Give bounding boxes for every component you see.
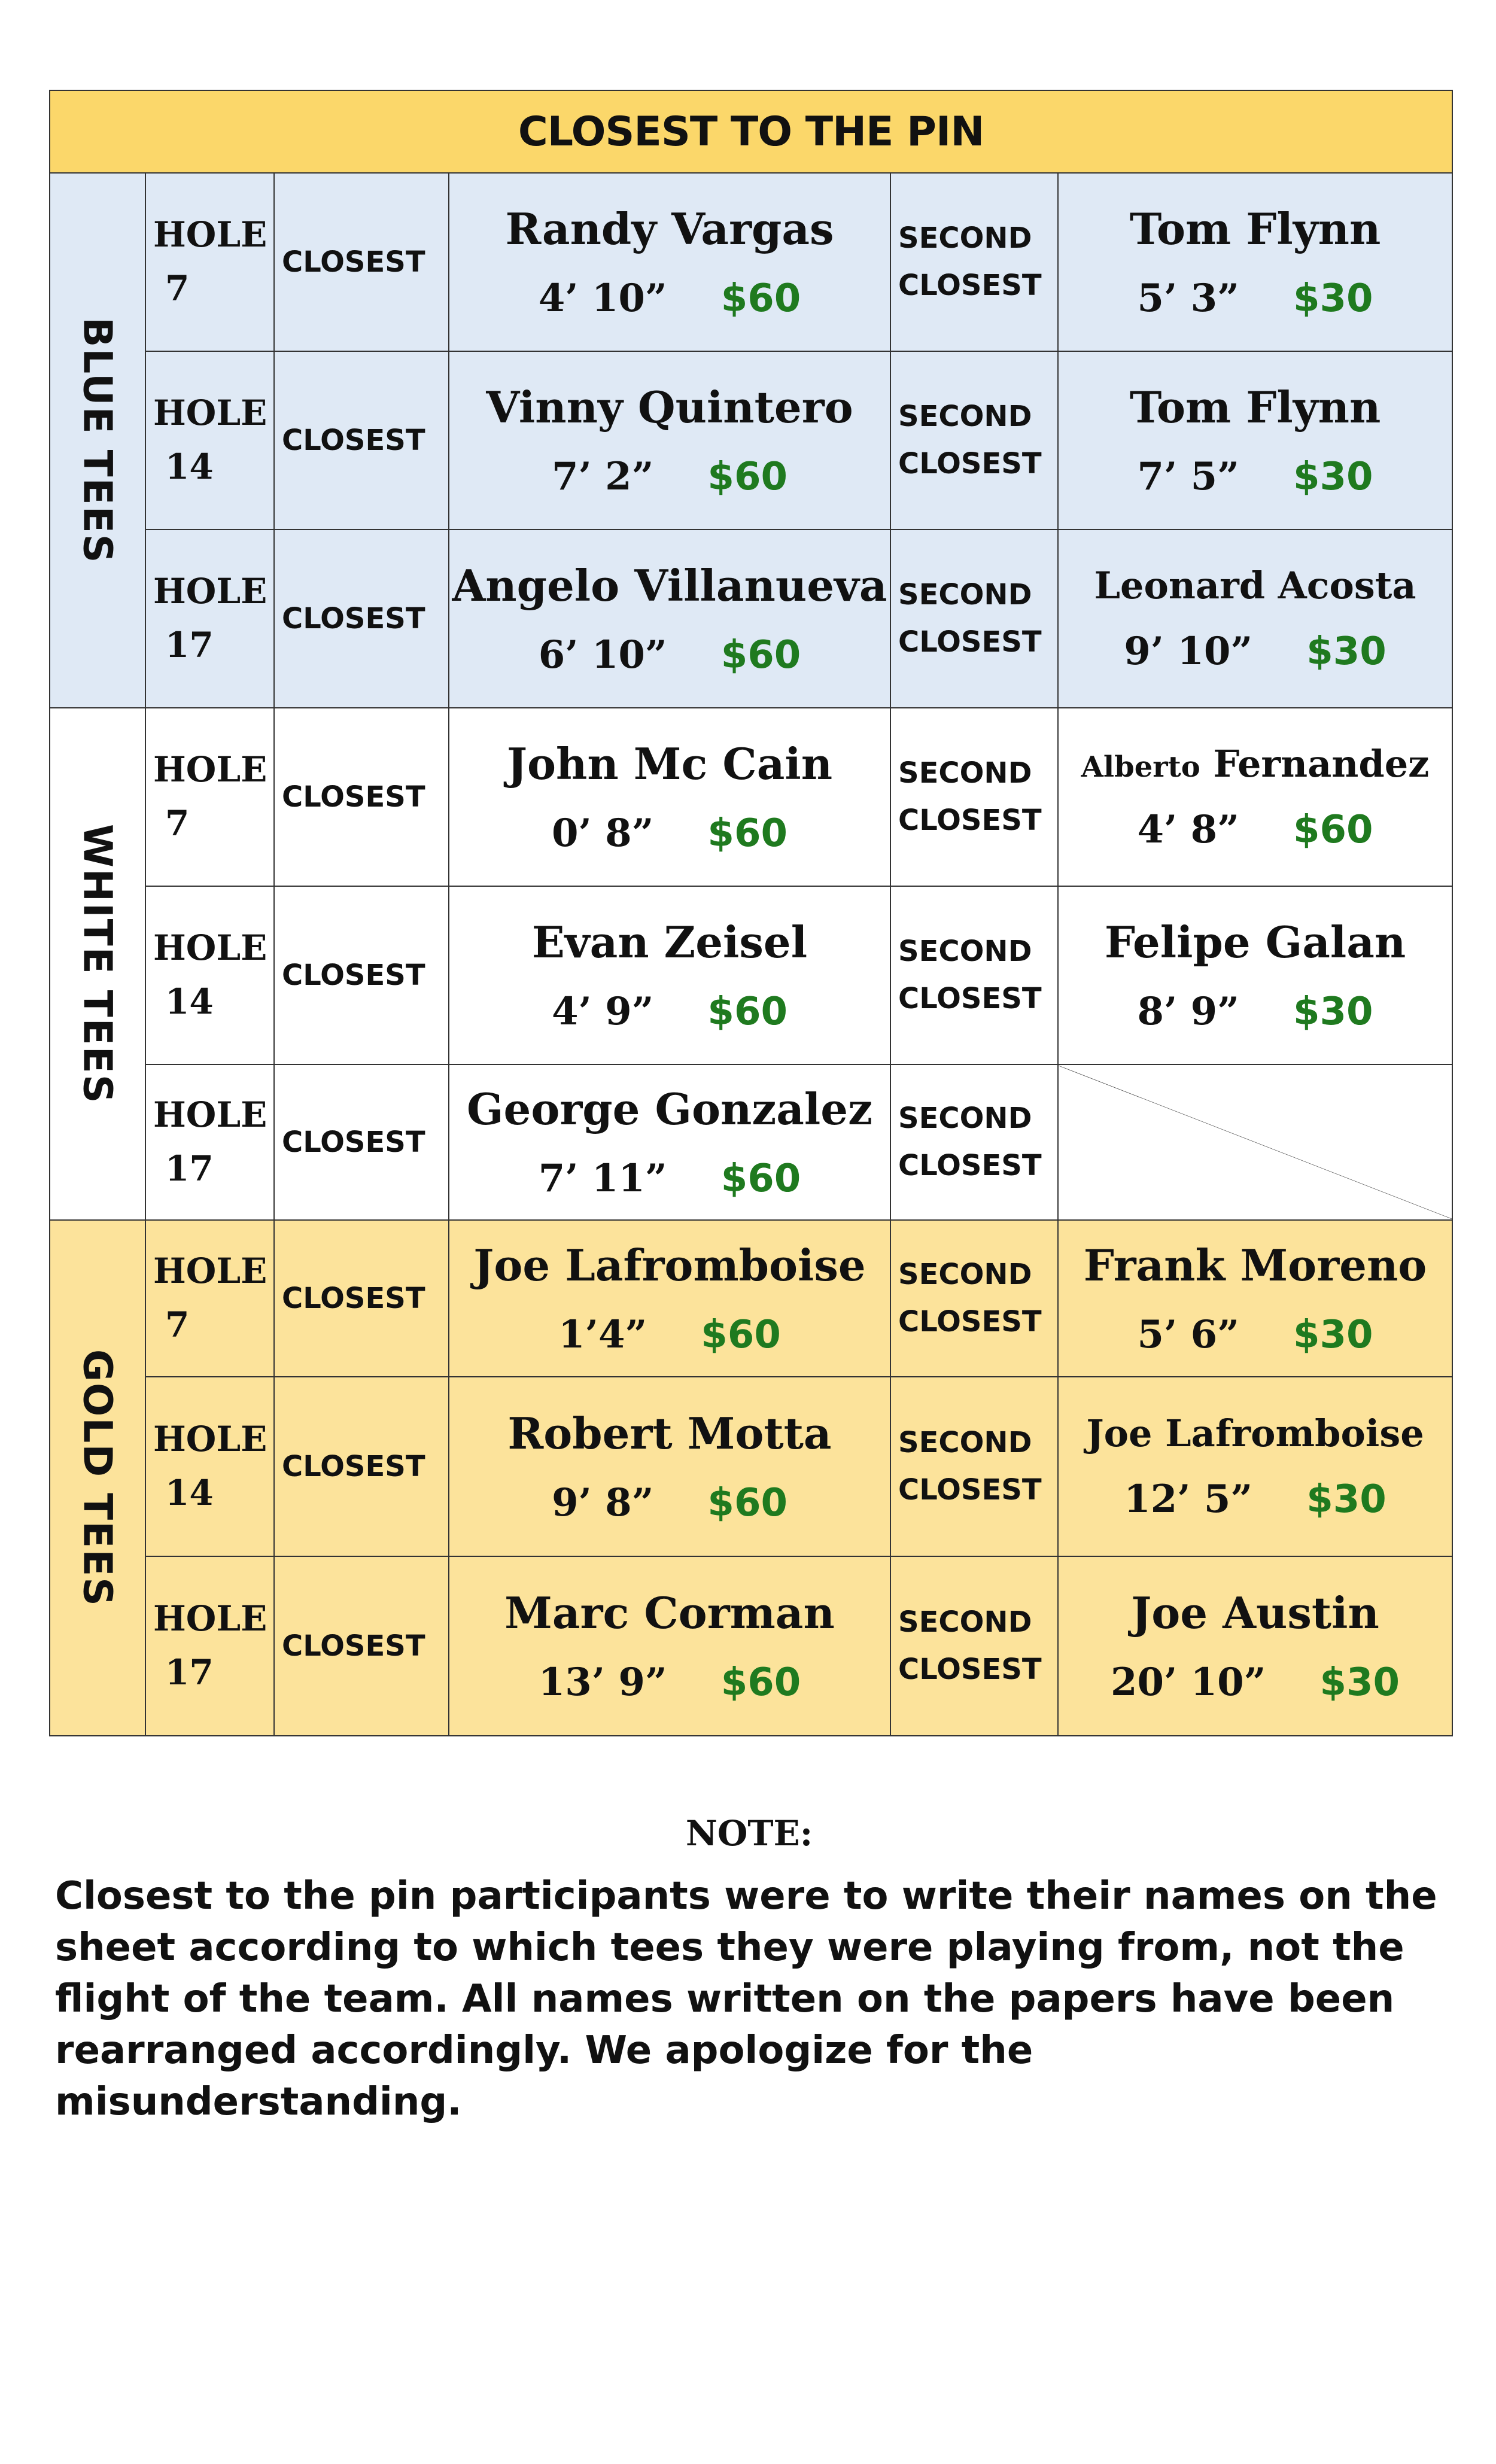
hole-cell [145,351,274,530]
second-closest-label: SECOND CLOSEST [890,1556,1058,1736]
note-line: flight of the team. All names written on the papers have been [55,1977,1395,2021]
winner-distance: 7’ 2” [551,454,654,499]
second-winner-distance: 20’ 10” [1110,1660,1266,1705]
winner-prize: $60 [701,1313,781,1357]
hole-number: 17 [165,625,214,665]
winner-prize: $60 [720,276,801,321]
note-heading: NOTE: [685,1813,813,1854]
winner-name: Vinny Quintero [486,382,853,433]
hole-label: HOLE [153,749,267,790]
table-row [50,708,1452,886]
second-winner-prize: $30 [1293,276,1373,321]
second-winner-prize: $30 [1319,1660,1400,1705]
empty-second-cell [1058,1064,1452,1220]
winner-distance: 13’ 9” [538,1660,667,1705]
second-closest-label: SECOND CLOSEST [890,351,1058,530]
closest-winner-cell [449,351,890,530]
second-winner-name: Joe Lafromboise [1086,1412,1424,1455]
second-winner-name: Tom Flynn [1129,203,1381,254]
hole-number: 17 [165,1652,214,1693]
second-closest-label: SECOND CLOSEST [890,530,1058,708]
second-winner-prize: $30 [1306,1477,1386,1522]
winner-distance: 6’ 10” [538,632,667,677]
table-title: CLOSEST TO THE PIN [50,90,1452,173]
second-winner-distance: 7’ 5” [1137,454,1239,499]
winner-distance: 0’ 8” [551,811,654,856]
second-closest-label: SECOND CLOSEST [890,708,1058,886]
winner-name: Joe Lafromboise [473,1240,866,1291]
hole-label: HOLE [153,1251,267,1292]
winner-prize: $60 [707,455,788,499]
winner-name: Evan Zeisel [531,917,808,968]
closest-label: CLOSEST [274,1064,449,1220]
second-winner-distance: 4’ 8” [1137,807,1239,852]
second-winner-prize: $30 [1306,629,1386,674]
closest-label: CLOSEST [274,708,449,886]
winner-distance: 1’4” [558,1312,647,1357]
winner-prize: $60 [720,1157,801,1201]
hole-number: 14 [165,981,214,1022]
closest-winner-cell [449,886,890,1064]
second-winner-prize: $30 [1293,1313,1373,1357]
table-row [50,1220,1452,1377]
table-row [50,886,1452,1064]
winner-prize: $60 [707,1481,788,1525]
hole-number: 14 [165,1473,214,1513]
hole-number: 17 [165,1148,214,1189]
second-winner-name: Felipe Galan [1104,917,1406,968]
second-winner-cell [1058,1220,1452,1377]
second-winner-distance: 5’ 6” [1137,1312,1239,1357]
hole-label: HOLE [153,214,267,255]
second-winner-cell [1058,1556,1452,1736]
winner-prize: $60 [720,633,801,677]
note-section [55,1813,1443,2128]
closest-winner-cell [449,1220,890,1377]
second-closest-label: SECOND CLOSEST [890,173,1058,351]
second-winner-cell [1058,886,1452,1064]
hole-cell [145,1220,274,1377]
winner-name: John Mc Cain [506,738,833,789]
second-winner-prize: $30 [1293,990,1373,1034]
closest-label: CLOSEST [274,1220,449,1377]
winner-distance: 9’ 8” [551,1480,654,1525]
winner-distance: 4’ 10” [538,276,667,321]
hole-label: HOLE [153,1094,267,1136]
second-winner-cell [1058,173,1452,351]
second-closest-label: SECOND CLOSEST [890,1220,1058,1377]
hole-label: HOLE [153,927,267,969]
winner-name: George Gonzalez [467,1084,872,1134]
closest-label: CLOSEST [274,1377,449,1556]
winner-name: Randy Vargas [505,203,834,254]
closest-label: CLOSEST [274,173,449,351]
winner-name-prefix: Alberto [1081,750,1200,784]
second-winner-name: Leonard Acosta [1094,564,1416,607]
second-winner-cell [1058,1377,1452,1556]
closest-label: CLOSEST [274,351,449,530]
hole-label: HOLE [153,393,267,434]
second-closest-label: SECOND CLOSEST [890,1377,1058,1556]
closest-to-pin-table [49,90,1453,1736]
hole-label: HOLE [153,571,267,612]
closest-winner-cell [449,530,890,708]
winner-prize: $60 [707,990,788,1034]
second-closest-label: SECOND CLOSEST [890,1064,1058,1220]
closest-winner-cell [449,173,890,351]
second-winner-distance: 5’ 3” [1137,276,1239,321]
hole-cell [145,1556,274,1736]
second-winner-prize: $60 [1293,808,1373,852]
table-row [50,351,1452,530]
note-line: rearranged accordingly. We apologize for the misunderstanding. [55,2028,1033,2124]
diagonal-strike [1059,1066,1452,1219]
winner-name: Robert Motta [507,1408,832,1459]
winner-distance: 7’ 11” [538,1156,667,1201]
hole-cell [145,530,274,708]
second-closest-label: SECOND CLOSEST [890,886,1058,1064]
table-row [50,173,1452,351]
closest-winner-cell [449,1064,890,1220]
second-winner-distance: 12’ 5” [1124,1477,1253,1522]
second-winner-name: Joe Austin [1131,1587,1379,1638]
tee-group-label: BLUE TEES [50,173,145,708]
hole-number: 7 [165,1304,190,1345]
winner-name: Marc Corman [504,1587,835,1638]
closest-winner-cell [449,708,890,886]
closest-label: CLOSEST [274,1556,449,1736]
second-winner-name: Alberto Fernandez [1081,742,1430,786]
table-row [50,1377,1452,1556]
second-winner-name: Tom Flynn [1129,382,1381,433]
note-line: sheet according to which tees they were playing from, not the [55,1925,1404,1970]
hole-cell [145,1377,274,1556]
second-winner-distance: 9’ 10” [1124,629,1253,674]
second-winner-cell [1058,351,1452,530]
hole-label: HOLE [153,1598,267,1639]
winner-distance: 4’ 9” [551,989,654,1034]
hole-number: 7 [165,803,190,844]
closest-winner-cell [449,1556,890,1736]
winner-prize: $60 [707,811,788,856]
table-row [50,530,1452,708]
note-line: Closest to the pin participants were to write their names on the [55,1874,1437,1918]
winner-name: Angelo Villanueva [452,560,887,611]
hole-cell [145,708,274,886]
hole-label: HOLE [153,1419,267,1460]
note-body [55,1870,1443,2128]
hole-cell [145,1064,274,1220]
second-winner-distance: 8’ 9” [1137,989,1239,1034]
table-row [50,1064,1452,1220]
closest-label: CLOSEST [274,530,449,708]
second-winner-cell [1058,530,1452,708]
tee-group-label: GOLD TEES [50,1220,145,1736]
table-row [50,1556,1452,1736]
second-winner-name: Frank Moreno [1083,1240,1427,1291]
winner-prize: $60 [720,1660,801,1705]
hole-number: 7 [165,268,190,309]
closest-label: CLOSEST [274,886,449,1064]
second-winner-prize: $30 [1293,455,1373,499]
hole-cell [145,886,274,1064]
second-winner-cell [1058,708,1452,886]
hole-number: 14 [165,446,214,487]
hole-cell [145,173,274,351]
tee-group-label: WHITE TEES [50,708,145,1220]
closest-winner-cell [449,1377,890,1556]
